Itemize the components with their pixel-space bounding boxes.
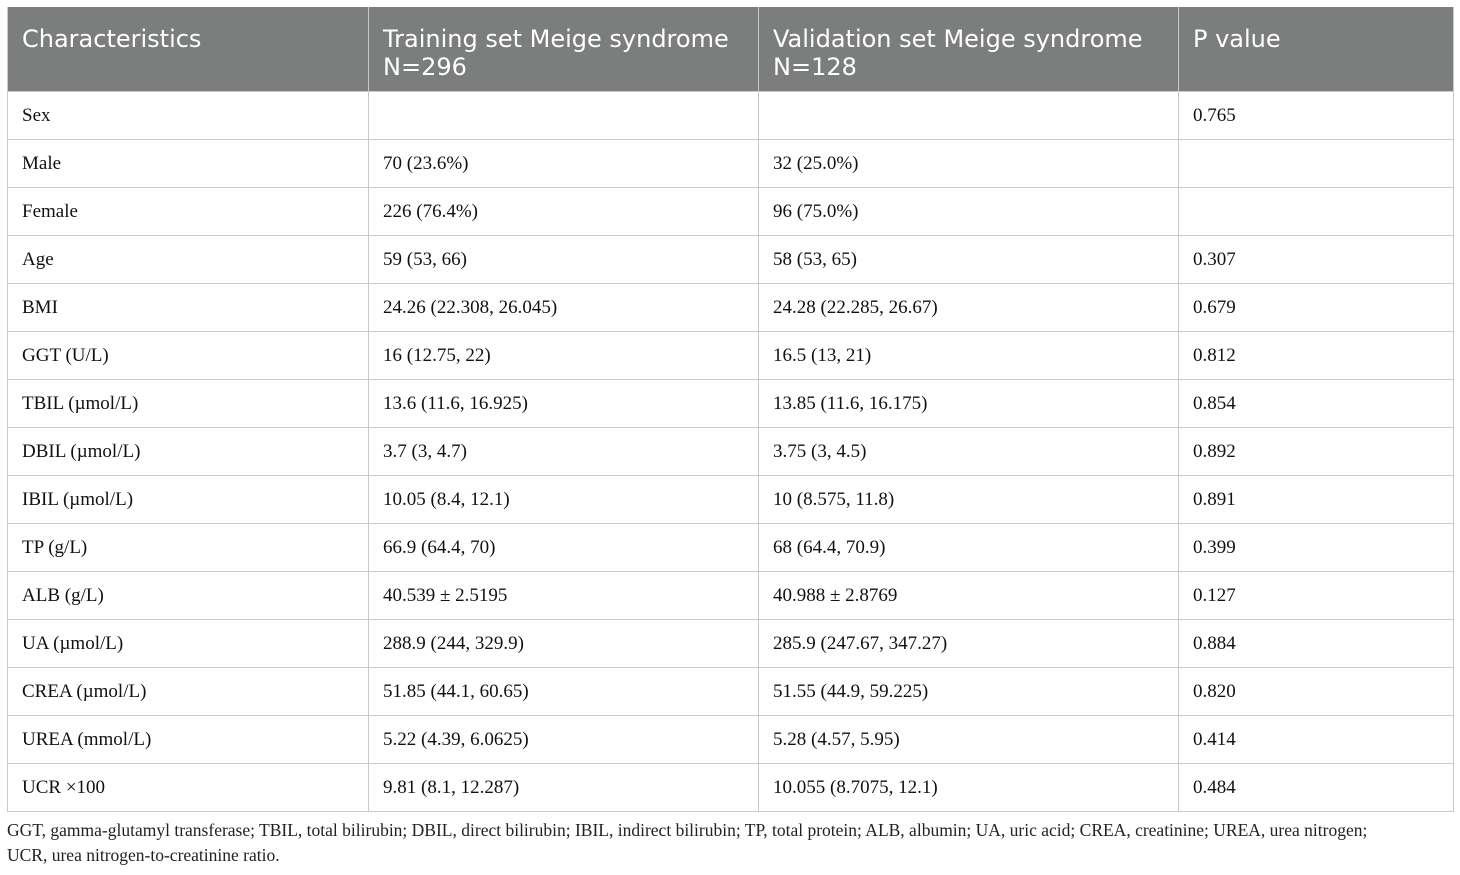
cell-training: 16 (12.75, 22) — [369, 332, 759, 380]
cell-p-value: 0.765 — [1179, 92, 1454, 140]
table-header — [8, 7, 1454, 92]
cell-characteristic: UCR ×100 — [8, 764, 369, 812]
table-row — [8, 716, 1454, 764]
cell-validation: 13.85 (11.6, 16.175) — [759, 380, 1179, 428]
characteristics-table-container — [7, 7, 1453, 812]
table-row — [8, 236, 1454, 284]
cell-validation: 10.055 (8.7075, 12.1) — [759, 764, 1179, 812]
cell-validation: 24.28 (22.285, 26.67) — [759, 284, 1179, 332]
cell-validation: 10 (8.575, 11.8) — [759, 476, 1179, 524]
cell-validation: 32 (25.0%) — [759, 140, 1179, 188]
header-p-value: P value — [1179, 7, 1454, 92]
table-row — [8, 284, 1454, 332]
cell-training — [369, 92, 759, 140]
footnote-line: UCR, urea nitrogen-to-creatinine ratio. — [7, 845, 280, 865]
table-row — [8, 92, 1454, 140]
cell-p-value: 0.307 — [1179, 236, 1454, 284]
table-row — [8, 524, 1454, 572]
table-footnote — [7, 818, 1457, 868]
cell-training: 24.26 (22.308, 26.045) — [369, 284, 759, 332]
header-validation-set: Validation set Meige syndrome N=128 — [759, 7, 1179, 92]
cell-p-value: 0.884 — [1179, 620, 1454, 668]
cell-training: 40.539 ± 2.5195 — [369, 572, 759, 620]
cell-characteristic: Female — [8, 188, 369, 236]
cell-validation: 40.988 ± 2.8769 — [759, 572, 1179, 620]
table-row — [8, 188, 1454, 236]
cell-validation: 58 (53, 65) — [759, 236, 1179, 284]
cell-validation: 68 (64.4, 70.9) — [759, 524, 1179, 572]
cell-p-value: 0.484 — [1179, 764, 1454, 812]
cell-p-value: 0.679 — [1179, 284, 1454, 332]
cell-validation: 285.9 (247.67, 347.27) — [759, 620, 1179, 668]
cell-characteristic: TBIL (µmol/L) — [8, 380, 369, 428]
cell-characteristic: TP (g/L) — [8, 524, 369, 572]
table-row — [8, 380, 1454, 428]
header-characteristics: Characteristics — [8, 7, 369, 92]
cell-training: 13.6 (11.6, 16.925) — [369, 380, 759, 428]
cell-p-value — [1179, 188, 1454, 236]
cell-characteristic: Male — [8, 140, 369, 188]
footnote-line: GGT, gamma-glutamyl transferase; TBIL, total bilirubin; DBIL, direct bilirubin; IBIL, indirect bilirubin; TP, total protein; ALB, albumin; UA, uric acid; CREA, creatinine; UREA, urea nitrogen; — [7, 820, 1368, 840]
cell-characteristic: Sex — [8, 92, 369, 140]
cell-characteristic: BMI — [8, 284, 369, 332]
cell-characteristic: Age — [8, 236, 369, 284]
table-row — [8, 476, 1454, 524]
cell-characteristic: UREA (mmol/L) — [8, 716, 369, 764]
cell-training: 51.85 (44.1, 60.65) — [369, 668, 759, 716]
cell-validation: 3.75 (3, 4.5) — [759, 428, 1179, 476]
table-row — [8, 332, 1454, 380]
table-row — [8, 764, 1454, 812]
cell-p-value: 0.812 — [1179, 332, 1454, 380]
cell-validation: 16.5 (13, 21) — [759, 332, 1179, 380]
cell-validation — [759, 92, 1179, 140]
table-row — [8, 668, 1454, 716]
table-body — [8, 92, 1454, 812]
cell-p-value: 0.820 — [1179, 668, 1454, 716]
cell-training: 226 (76.4%) — [369, 188, 759, 236]
cell-p-value: 0.854 — [1179, 380, 1454, 428]
cell-validation: 96 (75.0%) — [759, 188, 1179, 236]
table-row — [8, 140, 1454, 188]
cell-characteristic: CREA (µmol/L) — [8, 668, 369, 716]
table-row — [8, 572, 1454, 620]
cell-validation: 5.28 (4.57, 5.95) — [759, 716, 1179, 764]
cell-training: 70 (23.6%) — [369, 140, 759, 188]
cell-characteristic: UA (µmol/L) — [8, 620, 369, 668]
cell-training: 3.7 (3, 4.7) — [369, 428, 759, 476]
cell-p-value: 0.127 — [1179, 572, 1454, 620]
cell-characteristic: ALB (g/L) — [8, 572, 369, 620]
cell-training: 9.81 (8.1, 12.287) — [369, 764, 759, 812]
cell-training: 59 (53, 66) — [369, 236, 759, 284]
cell-characteristic: GGT (U/L) — [8, 332, 369, 380]
cell-training: 66.9 (64.4, 70) — [369, 524, 759, 572]
header-training-set: Training set Meige syndrome N=296 — [369, 7, 759, 92]
cell-p-value: 0.399 — [1179, 524, 1454, 572]
cell-training: 5.22 (4.39, 6.0625) — [369, 716, 759, 764]
cell-training: 288.9 (244, 329.9) — [369, 620, 759, 668]
characteristics-table — [7, 7, 1454, 812]
cell-characteristic: IBIL (µmol/L) — [8, 476, 369, 524]
header-row — [8, 7, 1454, 92]
table-row — [8, 620, 1454, 668]
cell-p-value: 0.892 — [1179, 428, 1454, 476]
cell-p-value: 0.891 — [1179, 476, 1454, 524]
cell-characteristic: DBIL (µmol/L) — [8, 428, 369, 476]
cell-p-value — [1179, 140, 1454, 188]
cell-validation: 51.55 (44.9, 59.225) — [759, 668, 1179, 716]
table-row — [8, 428, 1454, 476]
cell-p-value: 0.414 — [1179, 716, 1454, 764]
cell-training: 10.05 (8.4, 12.1) — [369, 476, 759, 524]
